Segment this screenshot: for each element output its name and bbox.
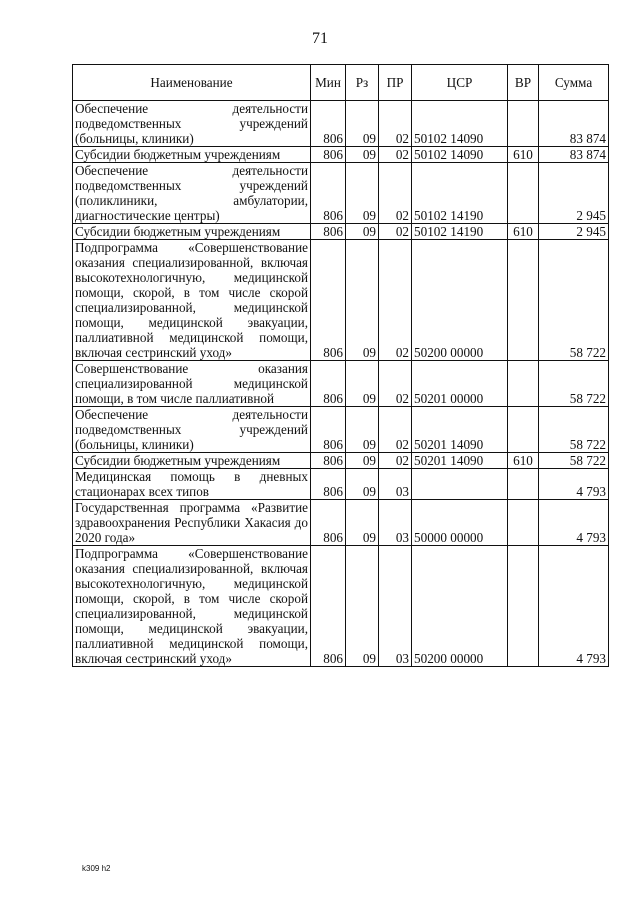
cell-sum: 2 945	[539, 163, 609, 224]
cell-csr: 50102 14190	[412, 224, 508, 240]
cell-vr: 610	[508, 224, 539, 240]
table-row	[73, 147, 609, 163]
cell-rz: 09	[346, 147, 379, 163]
cell-pr: 02	[379, 240, 412, 361]
table-row	[73, 240, 609, 361]
cell-min: 806	[311, 407, 346, 453]
cell-sum: 83 874	[539, 101, 609, 147]
table-row	[73, 546, 609, 667]
table-row	[73, 361, 609, 407]
cell-csr: 50201 14090	[412, 453, 508, 469]
cell-sum: 83 874	[539, 147, 609, 163]
cell-name: Совершенствование оказания специализированной медицинской помощи, в том числе паллиативной	[73, 361, 311, 407]
table-row	[73, 224, 609, 240]
cell-min: 806	[311, 361, 346, 407]
budget-table	[72, 64, 609, 667]
cell-pr: 02	[379, 147, 412, 163]
header-csr: ЦСР	[412, 65, 508, 101]
cell-vr	[508, 407, 539, 453]
table-row	[73, 453, 609, 469]
cell-sum: 4 793	[539, 546, 609, 667]
cell-sum: 58 722	[539, 453, 609, 469]
cell-rz: 09	[346, 469, 379, 500]
cell-vr	[508, 163, 539, 224]
table-row	[73, 163, 609, 224]
cell-vr: 610	[508, 453, 539, 469]
cell-sum: 2 945	[539, 224, 609, 240]
cell-min: 806	[311, 546, 346, 667]
cell-name: Подпрограмма «Совершенствование оказания специализированной, включая высокотехнологичную, медицинской помощи, скорой, в том числе скорой специализированной, медицинской помощи, медицинской эвакуации, паллиативной медицинской помощи, включая сестринский уход»	[73, 546, 311, 667]
cell-pr: 02	[379, 407, 412, 453]
cell-min: 806	[311, 469, 346, 500]
header-vr: ВР	[508, 65, 539, 101]
cell-name: Субсидии бюджетным учреждениям	[73, 453, 311, 469]
cell-rz: 09	[346, 240, 379, 361]
header-name: Наименование	[73, 65, 311, 101]
table-row	[73, 500, 609, 546]
page-number: 71	[312, 30, 328, 47]
cell-min: 806	[311, 163, 346, 224]
cell-csr: 50102 14090	[412, 147, 508, 163]
cell-rz: 09	[346, 101, 379, 147]
cell-rz: 09	[346, 407, 379, 453]
cell-csr: 50102 14090	[412, 101, 508, 147]
cell-pr: 02	[379, 453, 412, 469]
footer-code: k309 h2	[82, 864, 111, 873]
cell-sum: 4 793	[539, 500, 609, 546]
table-row	[73, 469, 609, 500]
cell-rz: 09	[346, 224, 379, 240]
cell-name: Обеспечение деятельности подведомственных учреждений (больницы, клиники)	[73, 101, 311, 147]
header-min: Мин	[311, 65, 346, 101]
cell-vr	[508, 469, 539, 500]
cell-csr: 50200 00000	[412, 546, 508, 667]
cell-csr: 50200 00000	[412, 240, 508, 361]
header-pr: ПР	[379, 65, 412, 101]
cell-csr: 50201 00000	[412, 361, 508, 407]
cell-pr: 03	[379, 546, 412, 667]
cell-name: Обеспечение деятельности подведомственных учреждений (больницы, клиники)	[73, 407, 311, 453]
cell-min: 806	[311, 500, 346, 546]
cell-name: Субсидии бюджетным учреждениям	[73, 147, 311, 163]
cell-vr: 610	[508, 147, 539, 163]
cell-name: Медицинская помощь в дневных стационарах всех типов	[73, 469, 311, 500]
cell-rz: 09	[346, 546, 379, 667]
cell-name: Подпрограмма «Совершенствование оказания специализированной, включая высокотехнологичную, медицинской помощи, скорой, в том числе скорой специализированной, медицинской помощи, медицинской эвакуации, паллиативной медицинской помощи, включая сестринский уход»	[73, 240, 311, 361]
cell-vr	[508, 500, 539, 546]
cell-rz: 09	[346, 453, 379, 469]
cell-min: 806	[311, 240, 346, 361]
header-sum: Сумма	[539, 65, 609, 101]
cell-rz: 09	[346, 163, 379, 224]
cell-pr: 02	[379, 361, 412, 407]
cell-min: 806	[311, 101, 346, 147]
cell-pr: 02	[379, 163, 412, 224]
cell-vr	[508, 240, 539, 361]
cell-min: 806	[311, 147, 346, 163]
cell-min: 806	[311, 224, 346, 240]
header-rz: Рз	[346, 65, 379, 101]
cell-pr: 02	[379, 101, 412, 147]
cell-sum: 58 722	[539, 361, 609, 407]
table-body	[73, 101, 609, 667]
cell-pr: 03	[379, 469, 412, 500]
cell-pr: 02	[379, 224, 412, 240]
cell-min: 806	[311, 453, 346, 469]
cell-name: Государственная программа «Развитие здравоохранения Республики Хакасия до 2020 года»	[73, 500, 311, 546]
cell-sum: 58 722	[539, 240, 609, 361]
cell-pr: 03	[379, 500, 412, 546]
cell-csr	[412, 469, 508, 500]
cell-vr	[508, 101, 539, 147]
cell-vr	[508, 361, 539, 407]
cell-name: Обеспечение деятельности подведомственных учреждений (поликлиники, амбулатории, диагностические центры)	[73, 163, 311, 224]
cell-sum: 58 722	[539, 407, 609, 453]
cell-rz: 09	[346, 500, 379, 546]
cell-rz: 09	[346, 361, 379, 407]
cell-vr	[508, 546, 539, 667]
cell-csr: 50000 00000	[412, 500, 508, 546]
table-header-row	[73, 65, 609, 101]
cell-csr: 50102 14190	[412, 163, 508, 224]
cell-name: Субсидии бюджетным учреждениям	[73, 224, 311, 240]
table-row	[73, 101, 609, 147]
cell-csr: 50201 14090	[412, 407, 508, 453]
cell-sum: 4 793	[539, 469, 609, 500]
table-row	[73, 407, 609, 453]
